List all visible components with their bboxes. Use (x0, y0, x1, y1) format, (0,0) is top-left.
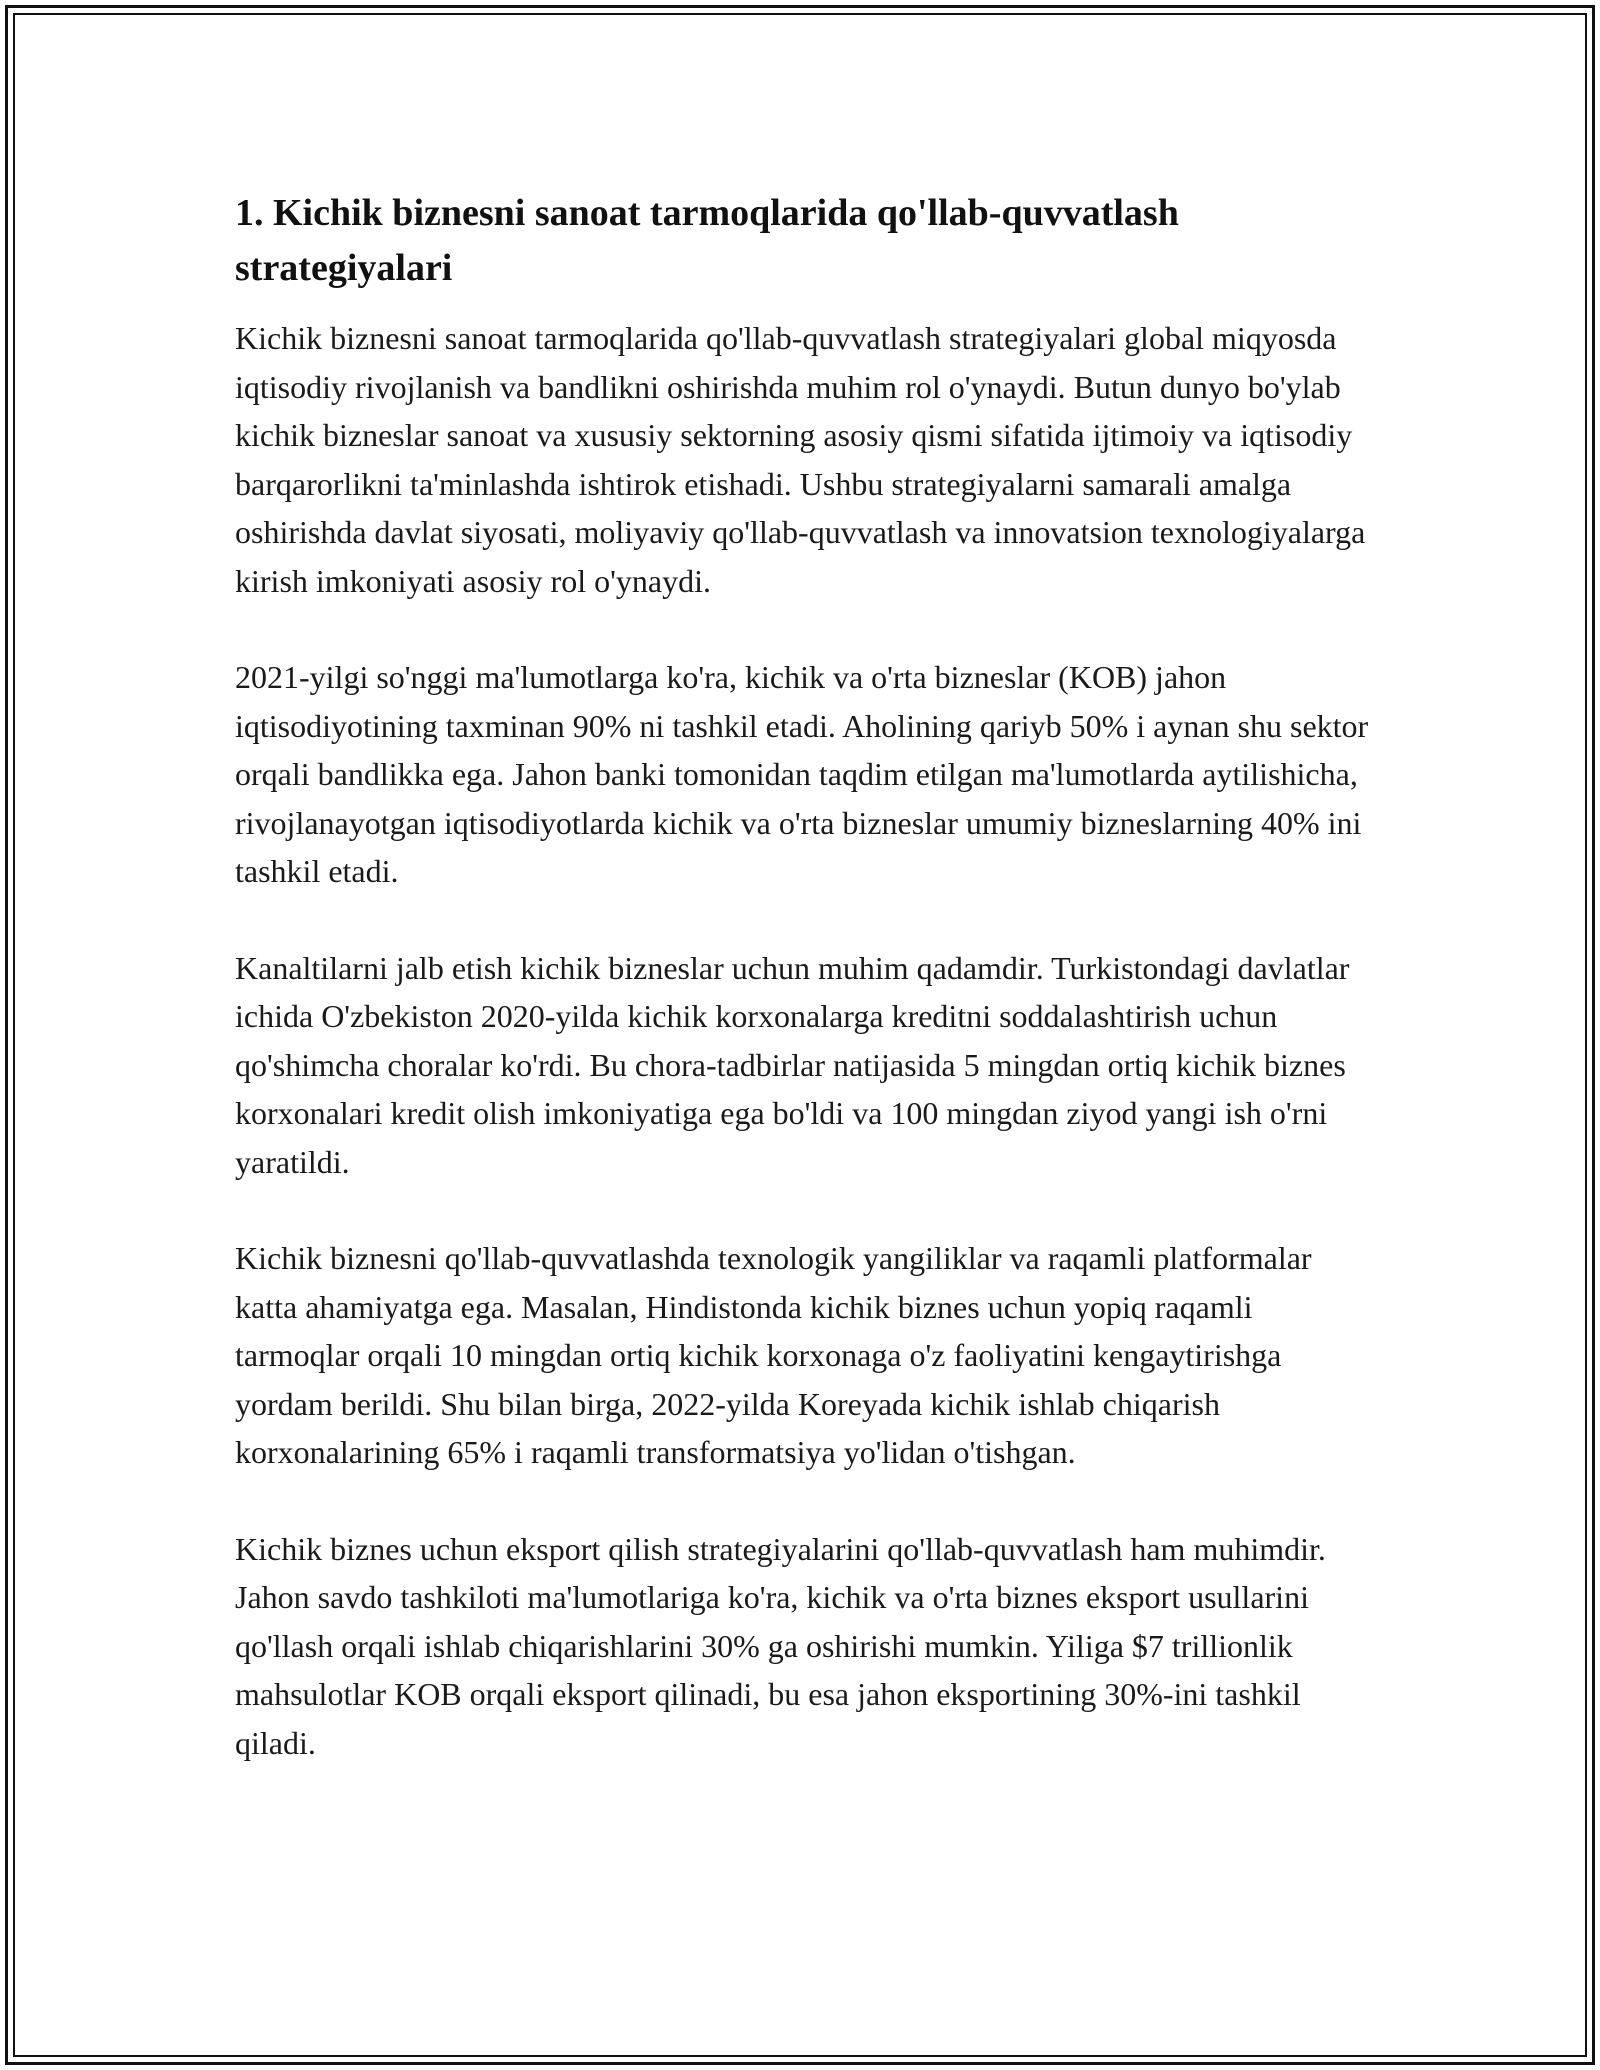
document-body (235, 186, 1375, 1815)
paragraph-export: Kichik biznes uchun eksport qilish strategiyalarini qo'llab-quvvatlash ham muhimdir. Jahon savdo tashkiloti ma'lumotlariga ko'ra, kichik va o'rta biznes eksport usullarini qo'llash orqali ishlab chiqarishlarini 30% ga oshirishi mumkin. Yiliga $7 trillionlik mahsulotlar KOB orqali eksport qilinadi, bu esa jahon eksportining 30%-ini tashkil qiladi. (235, 1530, 1326, 1761)
paragraph-credit: Kanaltilarni jalb etish kichik bizneslar uchun muhim qadamdir. Turkistondagi davlatlar ichida O'zbekiston 2020-yilda kichik korxonalarga kreditni soddalashtirish uchun qo'shimcha choralar ko'rdi. Bu chora-tadbirlar natijasida 5 mingdan ortiq kichik biznes korxonalari kredit olish imkoniyatiga ega bo'ldi va 100 mingdan ziyod yangi ish o'rni yaratildi. (235, 949, 1350, 1180)
paragraph-statistics: 2021-yilgi so'nggi ma'lumotlarga ko'ra, kichik va o'rta bizneslar (KOB) jahon iqtisodiyotining taxminan 90% ni tashkil etadi. Aholining qariyb 50% i aynan shu sektor orqali bandlikka ega. Jahon banki tomonidan taqdim etilgan ma'lumotlarda aytilishicha, rivojlanayotgan iqtisodiyotlarda kichik va o'rta bizneslar umumiy bizneslarning 40% ini tashkil etadi. (235, 659, 1369, 889)
paragraph-intro: Kichik biznesni sanoat tarmoqlarida qo'llab-quvvatlash strategiyalari global miqyosda iqtisodiy rivojlanish va bandlikni oshirishda muhim rol o'ynaydi. Butun dunyo bo'ylab kichik bizneslar sanoat va xususiy sektorning asosiy qismi sifatida ijtimoiy va iqtisodiy barqarorlikni ta'minlashda ishtirok etishadi. Ushbu strategiyalarni samarali amalga oshirishda davlat siyosati, moliyaviy qo'llab-quvvatlash va innovatsion texnologiyalarga kirish imkoniyati asosiy rol o'ynaydi. (235, 320, 1366, 599)
section-heading: 1. Kichik biznesni sanoat tarmoqlarida qo'llab-quvvatlash strategiyalari (235, 192, 1179, 289)
paragraph-technology: Kichik biznesni qo'llab-quvvatlashda texnologik yangiliklar va raqamli platformalar katta ahamiyatga ega. Masalan, Hindistonda kichik biznes uchun yopiq raqamli tarmoqlar orqali 10 mingdan ortiq kichik korxonaga o'z faoliyatini kengaytirishga yordam berildi. Shu bilan birga, 2022-yilda Koreyada kichik ishlab chiqarish korxonalarining 65% i raqamli transformatsiya yo'lidan o'tishgan. (235, 1240, 1312, 1470)
